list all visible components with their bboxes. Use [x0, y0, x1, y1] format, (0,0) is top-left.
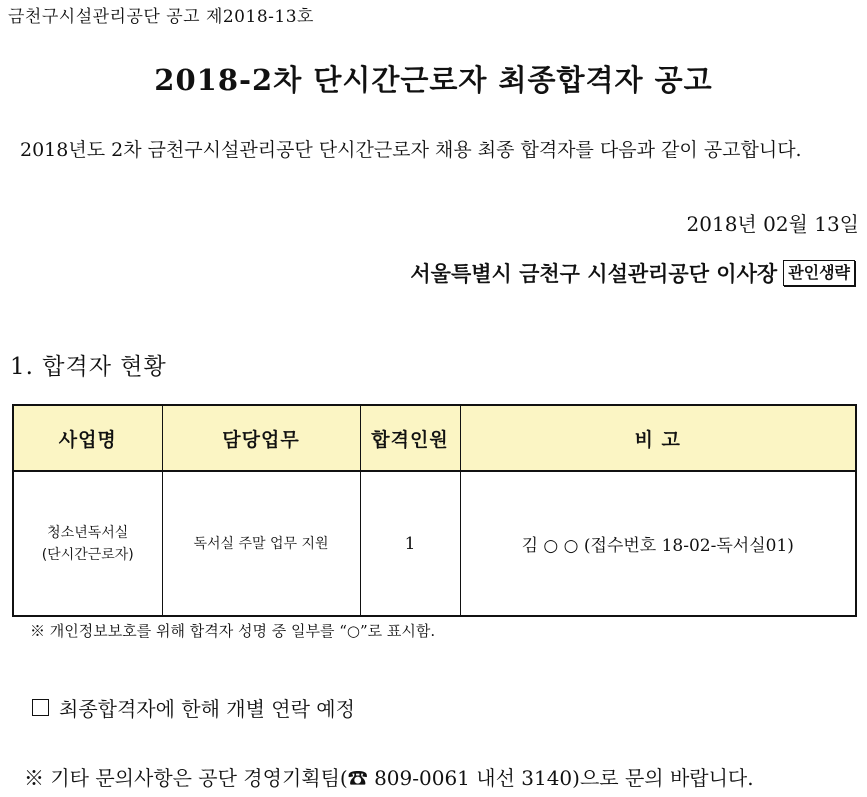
section-heading: 1. 합격자 현황 [10, 354, 167, 380]
privacy-note: ※ 개인정보보호를 위해 합격자 성명 중 일부를 “○”로 표시함. [30, 622, 436, 640]
notice-date: 2018년 02월 13일 [686, 212, 859, 236]
contact-prefix: ※ 기타 문의사항은 공단 경영기획팀( [24, 766, 348, 790]
header-count: 합격인원 [360, 405, 460, 471]
notice-number: 금천구시설관리공단 공고 제2018-13호 [8, 7, 314, 27]
checkbox-label: 최종합격자에 한해 개별 연락 예정 [59, 697, 355, 721]
business-line-1: 청소년독서실 [47, 524, 129, 541]
cell-remarks: 김 ○ ○ (접수번호 18-02-독서실01) [521, 536, 794, 556]
issuer [410, 258, 855, 288]
checkbox-line [32, 693, 355, 722]
cell-business [13, 471, 162, 616]
intro-text: 2018년도 2차 금천구시설관리공단 단시간근로자 채용 최종 합격자를 다음과 같이 공고합니다. [20, 139, 802, 161]
cell-count: 1 [360, 471, 460, 616]
table-row [13, 471, 856, 616]
business-line-2: (단시간근로자) [41, 546, 134, 563]
issuer-name: 서울특별시 금천구 시설관리공단 이사장 [410, 261, 778, 286]
page-title: 2018-2차 단시간근로자 최종합격자 공고 [154, 63, 713, 97]
seal-omitted-box: 관인생략 [783, 260, 855, 286]
checkbox-icon [32, 699, 49, 716]
header-duty: 담당업무 [162, 405, 360, 471]
contact-note [24, 762, 754, 791]
contact-suffix: 809-0061 내선 3140)으로 문의 바랍니다. [367, 766, 754, 790]
header-remarks: 비 고 [460, 405, 856, 471]
header-business: 사업명 [13, 405, 162, 471]
phone-icon: ☎ [347, 766, 368, 790]
result-table [12, 404, 857, 617]
cell-duty: 독서실 주말 업무 지원 [162, 471, 360, 616]
table-header-row [13, 405, 856, 471]
